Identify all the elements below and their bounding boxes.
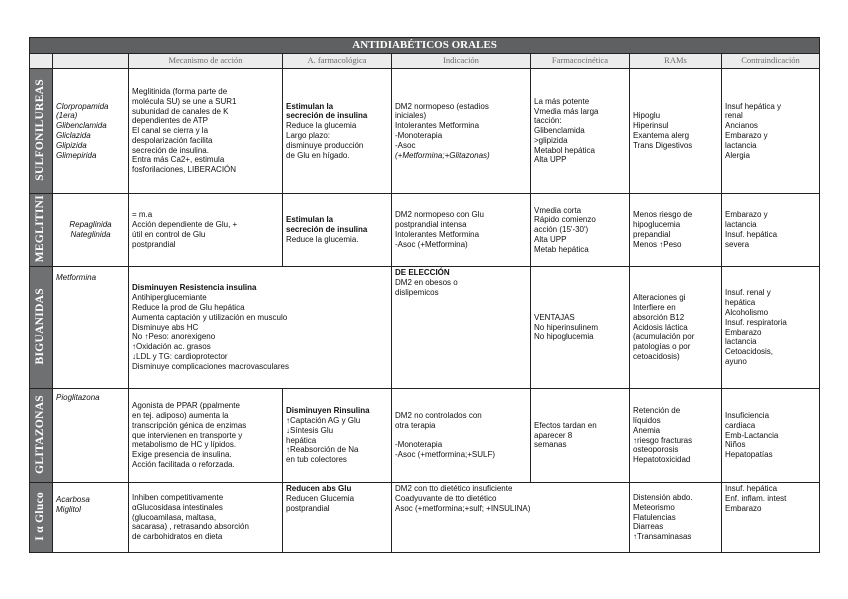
contra-cell: Insuf. hepática Enf. inflam. intest Embarazo bbox=[722, 483, 820, 553]
group-label: MEGLITINI bbox=[30, 194, 53, 267]
mecanismo-cell: = m.a Acción dependiente de Glu, + útil en control de Glu postprandial bbox=[129, 194, 283, 267]
drugs-cell: Acarbosa Miglitol bbox=[53, 483, 129, 553]
farmaco-cell: La más potente Vmedia más larga tacción: Glibenclamida >glipizida Metabol hepática Alta UPP bbox=[531, 69, 630, 194]
contra-cell: Insuficiencia cardiaca Emb-Lactancia Niños Hepatopatías bbox=[722, 389, 820, 483]
indicacion-cell: DM2 con tto dietético insuficiente Coadyuvante de tto dietético Asoc (+metformina;+sulf; +INSULINA) bbox=[392, 483, 630, 553]
indicacion-cell: DM2 no controlados con otra terapia -Monoterapia -Asoc (+metformina;+SULF) bbox=[392, 389, 531, 483]
row-glitazonas bbox=[30, 389, 820, 483]
rams-cell: Menos riesgo de hipoglucemia prepandial Menos ↑Peso bbox=[630, 194, 722, 267]
rams-cell: Retención de líquidos Anemia ↑riesgo fracturas osteoporosis Hepatotoxicidad bbox=[630, 389, 722, 483]
rams-cell: Distensión abdo. Meteorismo Flatulencias Diarreas ↑Transaminasas bbox=[630, 483, 722, 553]
mecanismo-cell: Meglitinida (forma parte de molécula SU) se une a SUR1 subunidad de canales de K dependientes de ATP El canal se cierra y la despolarización facilita secreción de insulina. Entra más Ca2+, estimula fosforilaciones, LIBERACIÓN bbox=[129, 69, 283, 194]
header-mecanismo: Mecanismo de acción bbox=[129, 54, 283, 69]
header-contra: Contraindicación bbox=[722, 54, 820, 69]
farmaco-cell: VENTAJAS No hiperinsulinem No hipoglucemia bbox=[531, 267, 630, 389]
antidiabeticos-table bbox=[29, 37, 820, 553]
header-indicacion: Indicación bbox=[392, 54, 531, 69]
indicacion-cell: DM2 normopeso con Glu postprandial intensa Intolerantes Metformina -Asoc (+Metformina) bbox=[392, 194, 531, 267]
group-label: I α Gluco bbox=[30, 483, 53, 553]
mecanismo-cell: Inhiben competitivamente αGlucosidasa intestinales (glucoamilasa, maltasa, sacarasa) , retrasando absorción de carbohidratos en dieta bbox=[129, 483, 283, 553]
drugs-cell: Metformina bbox=[53, 267, 129, 389]
rams-cell: Hipoglu Hiperinsul Exantema alerg Trans Digestivos bbox=[630, 69, 722, 194]
drugs-cell: Pioglitazona bbox=[53, 389, 129, 483]
indicacion-cell: DM2 normopeso (estadios iniciales) Intolerantes Metformina -Monoterapia -Asoc (+Metformina;+Glitazonas) bbox=[392, 69, 531, 194]
row-biguanidas bbox=[30, 267, 820, 389]
drugs-cell: Repaglinida Nateglinida bbox=[53, 194, 129, 267]
group-label: SULFONILUREAS bbox=[30, 69, 53, 194]
afarm-cell: Estimulan la secreción de insulina Reduce la glucemia Largo plazo: disminuye producción de Glu en hígado. bbox=[283, 69, 392, 194]
farmaco-cell: Vmedia corta Rápido comienzo acción (15'-30') Alta UPP Metab hepática bbox=[531, 194, 630, 267]
row-alfa-glucosidasa bbox=[30, 483, 820, 553]
header-blank-group bbox=[30, 54, 53, 69]
afarm-cell: Estimulan la secreción de insulina Reduce la glucemia. bbox=[283, 194, 392, 267]
contra-cell: Insuf hepática y renal Ancianos Embarazo y lactancia Alergia bbox=[722, 69, 820, 194]
mecanismo-cell: Agonista de PPAR (ppalmente en tej. adiposo) aumenta la transcripción génica de enzimas que intervienen en transporte y metabolismo de HC y lípidos. Exige presencia de insulina. Acción facilitada o reforzada. bbox=[129, 389, 283, 483]
table-title: ANTIDIABÉTICOS ORALES bbox=[30, 38, 820, 54]
header-farmaco: Farmacocinética bbox=[531, 54, 630, 69]
row-meglitinidas bbox=[30, 194, 820, 267]
header-rams: RAMs bbox=[630, 54, 722, 69]
farmaco-cell: Efectos tardan en aparecer 8 semanas bbox=[531, 389, 630, 483]
rams-cell: Alteraciones gi Interfiere en absorción B12 Acidosis láctica (acumulación por patologías o por cetoacidosis) bbox=[630, 267, 722, 389]
header-blank-drugs bbox=[53, 54, 129, 69]
indicacion-cell: DE ELECCIÓN DM2 en obesos o dislipemicos bbox=[392, 267, 531, 389]
mecanismo-cell: Disminuyen Resistencia insulina Antihiperglucemiante Reduce la prod de Glu hepática Aumenta captación y utilización en musculo Disminuye abs HC No ↑Peso: anorexigeno ↑Oxidación ac. grasos ↓LDL y TG: cardioprotector Disminuye complicaciones macrovasculares bbox=[129, 267, 392, 389]
group-label: GLITAZONAS bbox=[30, 389, 53, 483]
afarm-cell: Reducen abs Glu Reducen Glucemia postprandial bbox=[283, 483, 392, 553]
group-label: BIGUANIDAS bbox=[30, 267, 53, 389]
contra-cell: Insuf. renal y hepática Alcoholismo Insuf. respiratoria Embarazo lactancia Cetoacidosis, ayuno bbox=[722, 267, 820, 389]
afarm-cell: Disminuyen Rinsulina ↑Captación AG y Glu ↓Síntesis Glu hepática ↑Reabsorción de Na en tub colectores bbox=[283, 389, 392, 483]
contra-cell: Embarazo y lactancia Insuf. hepática severa bbox=[722, 194, 820, 267]
drugs-cell: Clorpropamida (1era) Glibenclamida Gliclazida Glipizida Glimepirida bbox=[53, 69, 129, 194]
header-afarm: A. farmacológica bbox=[283, 54, 392, 69]
row-sulfonilureas bbox=[30, 69, 820, 194]
